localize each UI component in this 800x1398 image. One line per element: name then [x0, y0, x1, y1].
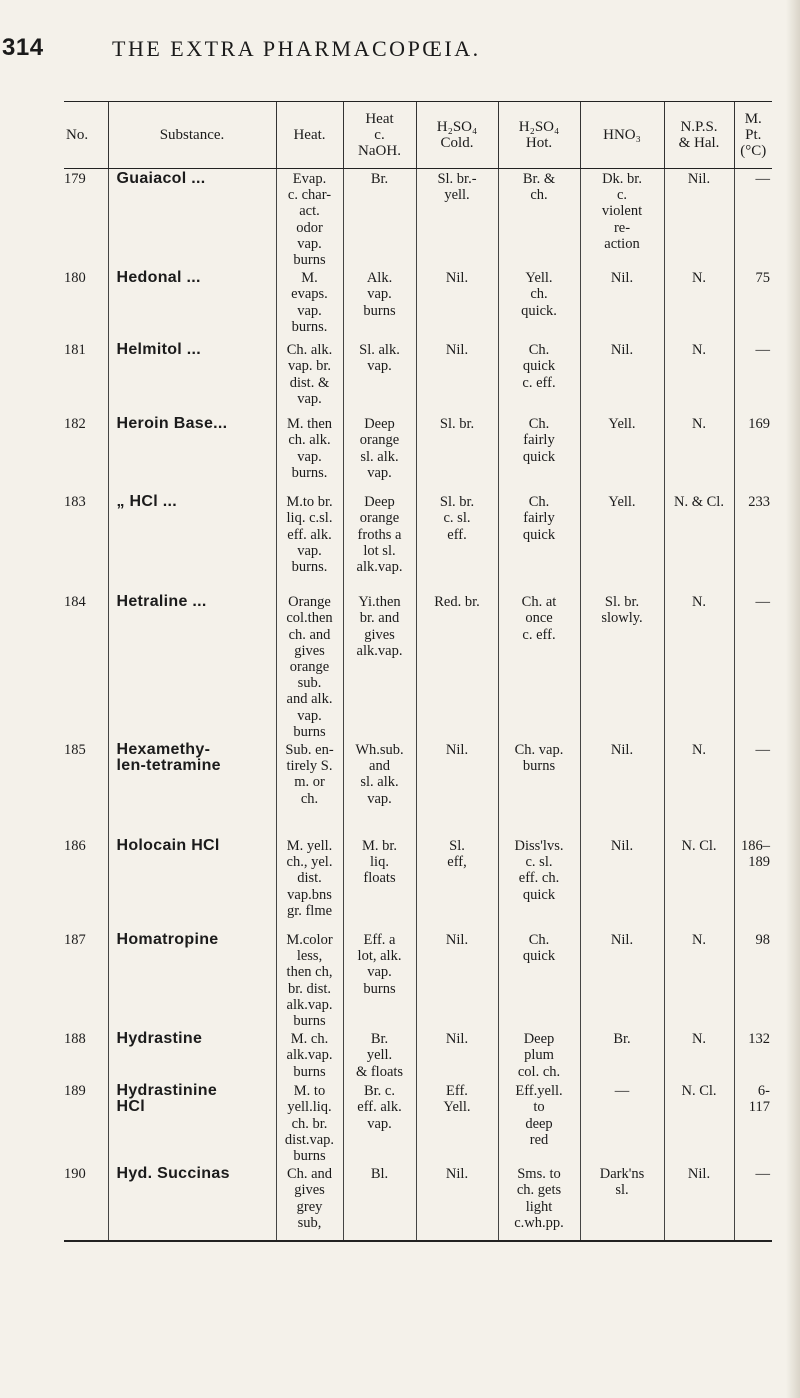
hno3-cell: — [580, 1081, 664, 1164]
table-row [64, 592, 772, 740]
h2so4-cold-cell: Sl. eff, [416, 836, 498, 930]
heat-cell: M.to br. liq. c.sl. eff. alk. vap. burns. [276, 492, 343, 592]
heat-naoh-cell: Br. c. eff. alk. vap. [343, 1081, 416, 1164]
substance-name: Hyd. Succinas [108, 1164, 276, 1241]
heat-naoh-cell: Br. yell. & floats [343, 1029, 416, 1081]
hno3-cell: Nil. [580, 268, 664, 340]
header-h2so4-hot: H₂SO₄ Hot. [498, 102, 580, 169]
hno3-cell: Nil. [580, 836, 664, 930]
row-number: 180 [64, 270, 86, 287]
nps-hal-cell: N. [664, 740, 734, 836]
melting-point-cell: 132 [734, 1029, 772, 1081]
table-row [64, 169, 772, 269]
hno3-cell: Yell. [580, 414, 664, 492]
nps-hal-cell: Nil. [664, 169, 734, 269]
h2so4-cold-cell: Sl. br.- yell. [416, 169, 498, 269]
h2so4-cold-cell: Sl. br. c. sl. eff. [416, 492, 498, 592]
heat-naoh-cell: Deep orange sl. alk. vap. [343, 414, 416, 492]
row-number: 179 [64, 171, 86, 187]
heat-naoh-cell: M. br. liq. floats [343, 836, 416, 930]
row-number: 181 [64, 342, 86, 359]
melting-point-cell: 233 [734, 492, 772, 592]
header-no: No. [64, 102, 108, 169]
melting-point-cell: 75 [734, 268, 772, 340]
nps-hal-cell: N. & Cl. [664, 492, 734, 592]
header-substance: Substance. [108, 102, 276, 169]
header-hno3: HNO₃ [580, 102, 664, 169]
header-h2so4-cold: H₂SO₄ Cold. [416, 102, 498, 169]
heat-naoh-cell: Deep orange froths a lot sl. alk.vap. [343, 492, 416, 592]
table-row [64, 930, 772, 1029]
table-row [64, 740, 772, 836]
heat-cell: M.color less, then ch, br. dist. alk.vap. burns [276, 930, 343, 1029]
heat-cell: Evap. c. char- act. odor vap. burns [276, 169, 343, 269]
nps-hal-cell: N. Cl. [664, 836, 734, 930]
substance-name: Homatropine [108, 930, 276, 1029]
row-number: 185 [64, 742, 86, 759]
h2so4-hot-cell: Ch. fairly quick [498, 414, 580, 492]
h2so4-cold-cell: Eff. Yell. [416, 1081, 498, 1164]
substance-name: Hydrastine [108, 1029, 276, 1081]
row-number: 187 [64, 932, 86, 949]
table-body [64, 169, 772, 1242]
row-number: 186 [64, 838, 86, 855]
row-number: 189 [64, 1083, 86, 1100]
table-row [64, 1029, 772, 1081]
row-number: 188 [64, 1031, 86, 1048]
h2so4-hot-cell: Ch. quick c. eff. [498, 340, 580, 414]
hno3-cell: Sl. br. slowly. [580, 592, 664, 740]
header-heat-naoh: Heat c. NaOH. [343, 102, 416, 169]
nps-hal-cell: N. [664, 268, 734, 340]
substance-name: Hedonal ... [108, 268, 276, 340]
h2so4-cold-cell: Nil. [416, 1029, 498, 1081]
h2so4-hot-cell: Diss'lvs. c. sl. eff. ch. quick [498, 836, 580, 930]
hno3-cell: Nil. [580, 340, 664, 414]
h2so4-cold-cell: Nil. [416, 930, 498, 1029]
h2so4-hot-cell: Ch. vap. burns [498, 740, 580, 836]
h2so4-cold-cell: Nil. [416, 340, 498, 414]
hno3-cell: Dark'ns sl. [580, 1164, 664, 1241]
h2so4-hot-cell: Ch. at once c. eff. [498, 592, 580, 740]
nps-hal-cell: N. [664, 1029, 734, 1081]
heat-cell: Orange col.then ch. and gives orange sub. and alk. vap. burns [276, 592, 343, 740]
melting-point-cell: 6- 117 [734, 1081, 772, 1164]
row-number: 184 [64, 594, 86, 611]
h2so4-hot-cell: Sms. to ch. gets light c.wh.pp. [498, 1164, 580, 1241]
substance-name: Hetraline ... [108, 592, 276, 740]
heat-cell: M. ch. alk.vap. burns [276, 1029, 343, 1081]
h2so4-hot-cell: Ch. quick [498, 930, 580, 1029]
h2so4-cold-cell: Nil. [416, 1164, 498, 1241]
nps-hal-cell: N. [664, 414, 734, 492]
substance-name: Heroin Base... [108, 414, 276, 492]
h2so4-cold-cell: Nil. [416, 740, 498, 836]
heat-cell: M. to yell.liq. ch. br. dist.vap. burns [276, 1081, 343, 1164]
melting-point-cell: — [734, 1164, 772, 1241]
header-heat: Heat. [276, 102, 343, 169]
table-row [64, 268, 772, 340]
h2so4-cold-cell: Sl. br. [416, 414, 498, 492]
table-row [64, 1081, 772, 1164]
nps-hal-cell: N. [664, 930, 734, 1029]
h2so4-hot-cell: Deep plum col. ch. [498, 1029, 580, 1081]
heat-naoh-cell: Eff. a lot, alk. vap. burns [343, 930, 416, 1029]
hno3-cell: Nil. [580, 930, 664, 1029]
hno3-cell: Yell. [580, 492, 664, 592]
table-row [64, 340, 772, 414]
heat-cell: M. evaps. vap. burns. [276, 268, 343, 340]
melting-point-cell: — [734, 340, 772, 414]
heat-naoh-cell: Wh.sub. and sl. alk. vap. [343, 740, 416, 836]
page-number: 314 [2, 34, 44, 61]
substance-name: Guaiacol ... [108, 169, 276, 269]
melting-point-cell: — [734, 169, 772, 269]
row-number: 182 [64, 416, 86, 433]
heat-cell: Sub. en- tirely S. m. or ch. [276, 740, 343, 836]
page-header [0, 34, 800, 74]
nps-hal-cell: Nil. [664, 1164, 734, 1241]
running-head: THE EXTRA PHARMACOPŒIA. [112, 36, 481, 61]
header-nps-hal: N.P.S. & Hal. [664, 102, 734, 169]
substance-name: Hexamethy- len-tetramine [108, 740, 276, 836]
heat-cell: M. yell. ch., yel. dist. vap.bns gr. flme [276, 836, 343, 930]
table-row [64, 836, 772, 930]
page-edge-shadow [786, 0, 800, 1398]
hno3-cell: Nil. [580, 740, 664, 836]
table-row [64, 492, 772, 592]
heat-naoh-cell: Alk. vap. burns [343, 268, 416, 340]
heat-cell: Ch. and gives grey sub, [276, 1164, 343, 1241]
substance-name: Hydrastinine HCl [108, 1081, 276, 1164]
h2so4-hot-cell: Yell. ch. quick. [498, 268, 580, 340]
heat-cell: Ch. alk. vap. br. dist. & vap. [276, 340, 343, 414]
row-number: 190 [64, 1164, 108, 1241]
substance-name: „ HCl ... [108, 492, 276, 592]
row-number: 183 [64, 494, 86, 511]
melting-point-cell: 186– 189 [734, 836, 772, 930]
hno3-cell: Dk. br. c. violent re- action [580, 169, 664, 269]
melting-point-cell: — [734, 740, 772, 836]
table-row [64, 1164, 772, 1241]
table-row [64, 414, 772, 492]
nps-hal-cell: N. [664, 340, 734, 414]
substance-reaction-table [64, 101, 772, 1242]
h2so4-hot-cell: Br. & ch. [498, 169, 580, 269]
heat-naoh-cell: Yi.then br. and gives alk.vap. [343, 592, 416, 740]
header-melting-point: M. Pt. (°C) [734, 102, 772, 169]
substance-name: Helmitol ... [108, 340, 276, 414]
h2so4-cold-cell: Red. br. [416, 592, 498, 740]
h2so4-cold-cell: Nil. [416, 268, 498, 340]
nps-hal-cell: N. [664, 592, 734, 740]
substance-name: Holocain HCl [108, 836, 276, 930]
melting-point-cell: 98 [734, 930, 772, 1029]
nps-hal-cell: N. Cl. [664, 1081, 734, 1164]
h2so4-hot-cell: Eff.yell. to deep red [498, 1081, 580, 1164]
melting-point-cell: — [734, 592, 772, 740]
h2so4-hot-cell: Ch. fairly quick [498, 492, 580, 592]
hno3-cell: Br. [580, 1029, 664, 1081]
heat-naoh-cell: Bl. [343, 1164, 416, 1241]
heat-naoh-cell: Br. [343, 169, 416, 269]
heat-cell: M. then ch. alk. vap. burns. [276, 414, 343, 492]
header-row [64, 102, 772, 169]
melting-point-cell: 169 [734, 414, 772, 492]
heat-naoh-cell: Sl. alk. vap. [343, 340, 416, 414]
